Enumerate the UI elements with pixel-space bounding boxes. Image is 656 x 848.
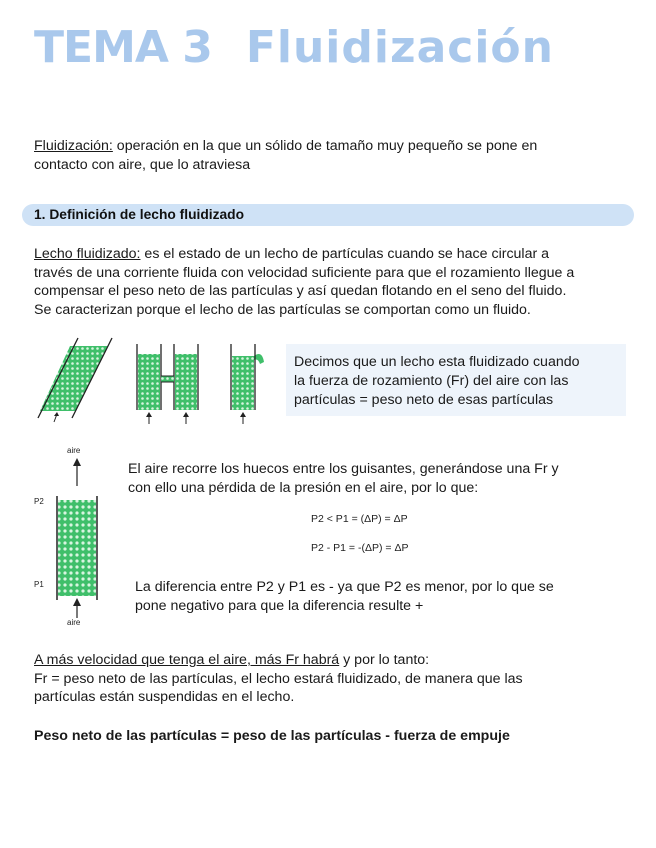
diferencia-line2: pone negativo para que la diferencia resulte + bbox=[135, 597, 424, 614]
aire-bottom-label: aire bbox=[67, 618, 81, 627]
velocidad-part2: y por lo tanto: bbox=[339, 652, 430, 668]
intro-line2: contacto con aire, que lo atraviesa bbox=[34, 156, 251, 173]
title-part2: Fluidización bbox=[245, 22, 554, 73]
diferencia-line1: La diferencia entre P2 y P1 es - ya que P2 es menor, por lo que se bbox=[135, 579, 554, 595]
velocidad-part1: A más velocidad que tenga el aire, más Fr habrá bbox=[34, 652, 340, 668]
callout-line2: la fuerza de rozamiento (Fr) del aire con las bbox=[294, 373, 569, 389]
overflow-column-bed bbox=[231, 344, 264, 424]
p1-label: P1 bbox=[34, 580, 44, 589]
aire-line2: con ello una pérdida de la presión en el aire, por lo que: bbox=[128, 479, 479, 496]
double-column-bed bbox=[137, 344, 198, 424]
inclined-bed bbox=[38, 338, 112, 422]
lecho-line3: compensar el peso neto de las partículas y así quedan flotando en el seno del fluido. bbox=[34, 283, 567, 299]
aire-line1: El aire recorre los huecos entre los guisantes, generándose una Fr y bbox=[128, 461, 559, 477]
lecho-paragraph bbox=[34, 245, 644, 319]
p2-label: P2 bbox=[34, 497, 44, 506]
pressure-column-diagram bbox=[50, 456, 104, 618]
callout-text bbox=[294, 353, 624, 410]
intro-paragraph bbox=[34, 137, 634, 174]
lecho-line4: Se caracterizan porque el lecho de las partículas se comportan como un fluido. bbox=[34, 301, 531, 318]
diferencia-paragraph bbox=[135, 578, 635, 615]
lecho-term: Lecho fluidizado: bbox=[34, 246, 141, 262]
aire-top-label: aire bbox=[67, 446, 81, 455]
bed-diagrams-row bbox=[30, 336, 280, 428]
aire-paragraph bbox=[128, 460, 628, 497]
peso-neto-formula: Peso neto de las partículas = peso de las partículas - fuerza de empuje bbox=[34, 728, 510, 744]
title-part1: TEMA 3 bbox=[34, 22, 212, 73]
velocidad-line3: partículas están suspendidas en el lecho. bbox=[34, 689, 295, 705]
lecho-line1: es el estado de un lecho de partículas cuando se hace circular a bbox=[140, 246, 550, 262]
callout-line3: partículas = peso neto de esas partículas bbox=[294, 392, 554, 408]
velocidad-line2: Fr = peso neto de las partículas, el lecho estará fluidizado, de manera que las bbox=[34, 670, 523, 687]
arrow-up-icon bbox=[73, 458, 81, 466]
page-title bbox=[34, 22, 554, 73]
equation-1: P2 < P1 = (ΔP) = ΔP bbox=[311, 513, 408, 525]
lecho-line2: través de una corriente fluida con velocidad suficiente para que el rozamiento llegue a bbox=[34, 264, 575, 281]
arrow-up-icon bbox=[73, 598, 81, 606]
equation-2: P2 - P1 = -(ΔP) = ΔP bbox=[311, 542, 409, 554]
callout-line1: Decimos que un lecho esta fluidizado cuando bbox=[294, 354, 580, 370]
section-title: 1. Definición de lecho fluidizado bbox=[34, 207, 245, 222]
velocidad-paragraph bbox=[34, 651, 634, 707]
intro-line1: operación en la que un sólido de tamaño muy pequeño se pone en bbox=[112, 138, 538, 154]
intro-term: Fluidización: bbox=[34, 138, 113, 154]
